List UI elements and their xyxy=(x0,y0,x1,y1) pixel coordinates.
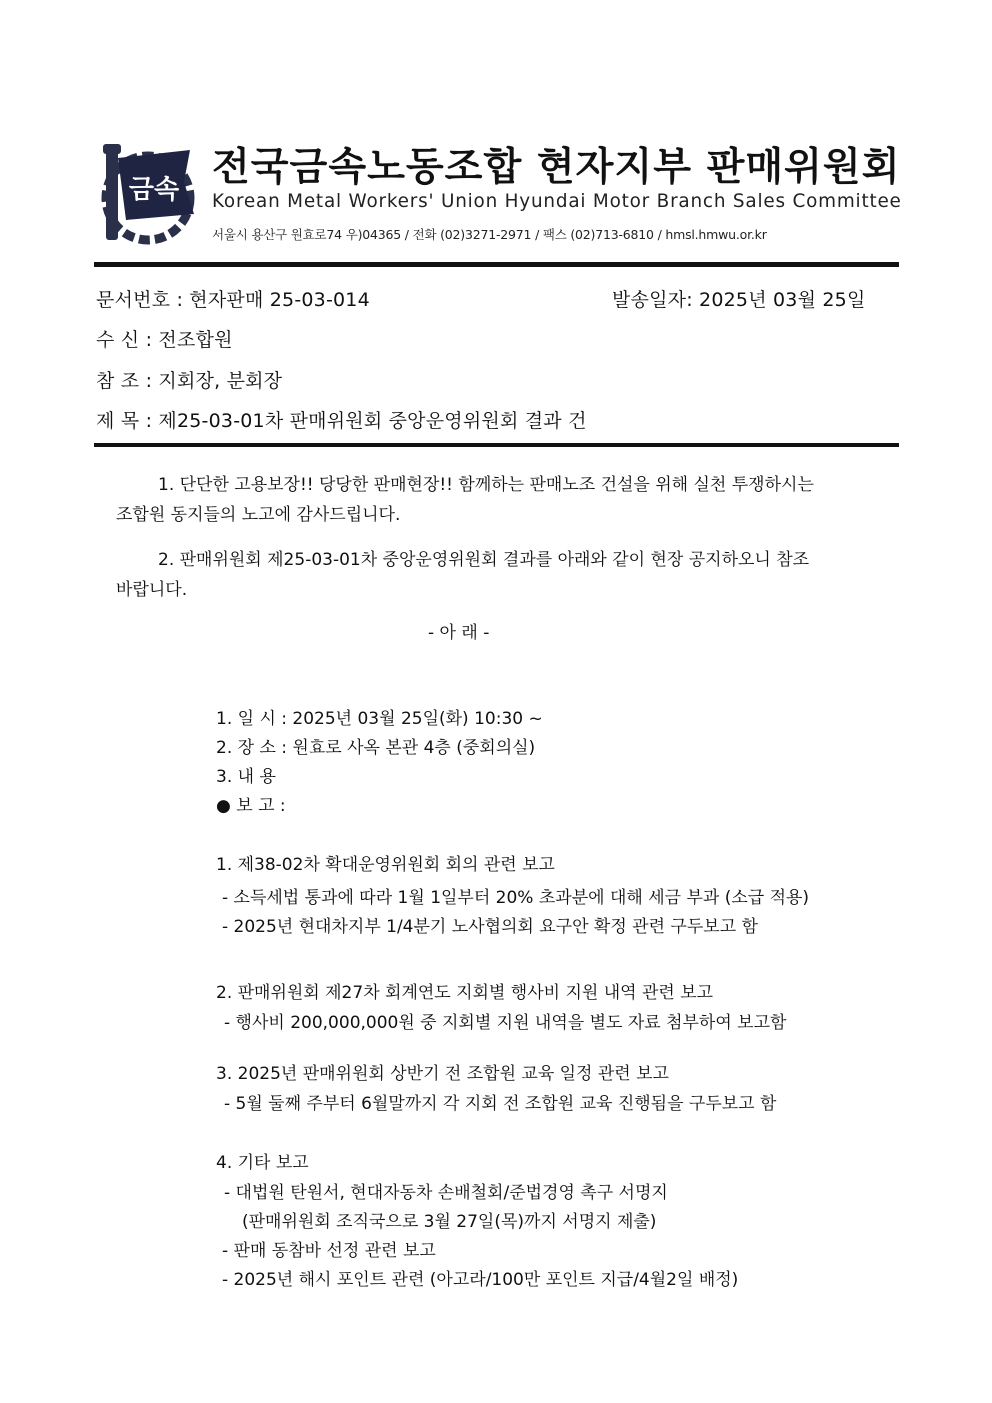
paragraph-2-line-2: 바랍니다. xyxy=(116,580,188,600)
item-content: 3. 내 용 xyxy=(216,767,276,787)
send-date: 발송일자: 2025년 03월 25일 xyxy=(612,289,866,311)
report-2-title: 2. 판매위원회 제27차 회계연도 지회별 행사비 지원 내역 관련 보고 xyxy=(216,983,714,1003)
report-3-line-1: - 5월 둘째 주부터 6월말까지 각 지회 전 조합원 교육 진행됨을 구두보고 함 xyxy=(224,1094,777,1114)
paragraph-1-line-1: 1. 단단한 고용보장!! 당당한 판매현장!! 함께하는 판매노조 건설을 위해 실천 투쟁하시는 xyxy=(158,475,814,495)
organization-address: 서울시 용산구 원효로74 우)04365 / 전화 (02)3271-2971 / 팩스 (02)713-6810 / hmsl.hmwu.or.kr xyxy=(212,227,767,242)
report-4-line-4: - 2025년 해시 포인트 관련 (아고라/100만 포인트 지급/4월2일 배정) xyxy=(222,1270,739,1290)
report-1-line-1: - 소득세법 통과에 따라 1월 1일부터 20% 초과분에 대해 세금 부과 (소급 적용) xyxy=(222,888,810,908)
below-heading: - 아 래 - xyxy=(428,623,490,643)
item-datetime: 1. 일 시 : 2025년 03월 25일(화) 10:30 ~ xyxy=(216,709,543,729)
union-logo-icon xyxy=(98,140,198,246)
svg-text:금속: 금속 xyxy=(128,175,180,205)
report-3-title: 3. 2025년 판매위원회 상반기 전 조합원 교육 일정 관련 보고 xyxy=(216,1064,669,1084)
report-2-line-1: - 행사비 200,000,000원 중 지회별 지원 내역을 별도 자료 첨부하여 보고함 xyxy=(224,1013,787,1033)
report-1-title: 1. 제38-02차 확대운영위원회 회의 관련 보고 xyxy=(216,855,555,875)
item-place: 2. 장 소 : 원효로 사옥 본관 4층 (중회의실) xyxy=(216,738,536,758)
subject: 제 목 : 제25-03-01차 판매위원회 중앙운영위원회 결과 건 xyxy=(96,410,587,432)
organization-subtitle: Korean Metal Workers' Union Hyundai Motor Branch Sales Committee xyxy=(212,191,902,212)
report-4-line-1: - 대법원 탄원서, 현대자동차 손배철회/준법경영 촉구 서명지 xyxy=(224,1183,668,1203)
report-1-line-2: - 2025년 현대차지부 1/4분기 노사협의회 요구안 확정 관련 구두보고 함 xyxy=(222,917,758,937)
item-report: ● 보 고 : xyxy=(216,796,286,816)
document-number: 문서번호 : 현자판매 25-03-014 xyxy=(96,289,370,311)
organization-title: 전국금속노동조합 현자지부 판매위원회 xyxy=(212,145,901,190)
union-logo xyxy=(98,140,198,246)
report-4-line-2: (판매위원회 조직국으로 3월 27일(목)까지 서명지 제출) xyxy=(242,1212,657,1232)
recipient: 수 신 : 전조합원 xyxy=(96,329,233,351)
report-4-line-3: - 판매 동참바 선정 관련 보고 xyxy=(222,1241,436,1261)
header-divider xyxy=(94,262,899,267)
paragraph-2-line-1: 2. 판매위원회 제25-03-01차 중앙운영위원회 결과를 아래와 같이 현장 공지하오니 참조 xyxy=(158,550,810,570)
reference: 참 조 : 지회장, 분회장 xyxy=(96,370,283,392)
report-4-title: 4. 기타 보고 xyxy=(216,1153,309,1173)
paragraph-1-line-2: 조합원 동지들의 노고에 감사드립니다. xyxy=(116,505,401,525)
meta-divider xyxy=(94,443,899,447)
